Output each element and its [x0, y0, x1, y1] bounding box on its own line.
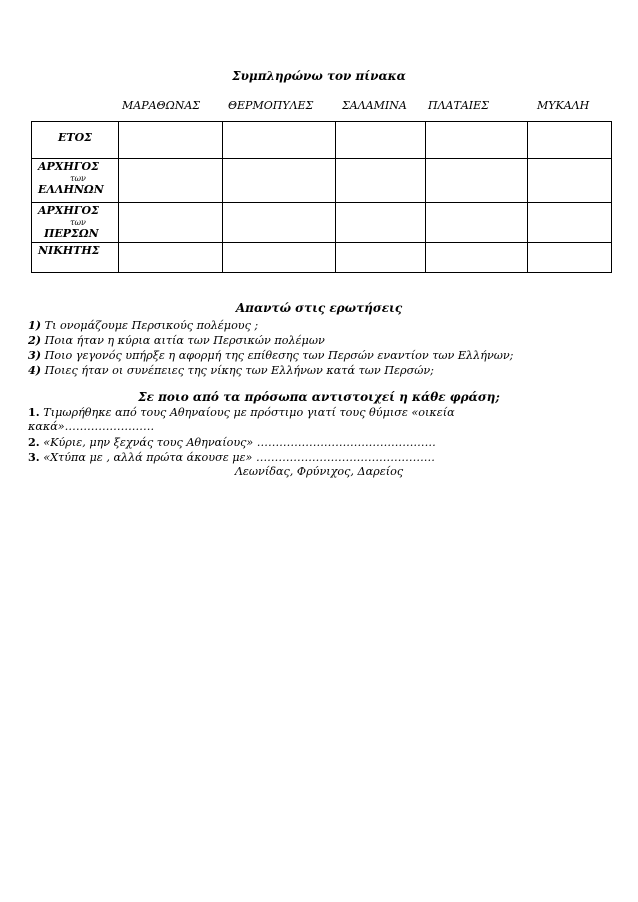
- question-2: [28, 333, 325, 348]
- table-cell[interactable]: [119, 122, 223, 159]
- table-row: [32, 159, 612, 203]
- table-cell[interactable]: [119, 243, 223, 273]
- matching-item-3: [28, 450, 435, 465]
- row-label-text: ΕΛΛΗΝΩΝ: [38, 183, 104, 196]
- table-cell[interactable]: [426, 203, 528, 243]
- matching-text: Τιμωρήθηκε από τους Αθηναίους με πρόστιμο γιατί τους θύμισε «οικεία: [39, 406, 455, 419]
- question-number: 3): [28, 348, 42, 362]
- table-cell[interactable]: [336, 159, 426, 203]
- matching-number: 2.: [28, 435, 40, 449]
- questions-title: Απαντώ στις ερωτήσεις: [235, 301, 403, 315]
- row-label-text: ΠΕΡΣΩΝ: [44, 227, 99, 240]
- table-cell[interactable]: [119, 159, 223, 203]
- table-column-headers: [0, 99, 638, 113]
- matching-item-1-continued: [28, 420, 154, 434]
- question-number: 2): [28, 333, 42, 347]
- matching-text: «Χτύπα με , αλλά πρώτα άκουσε με» …………………………………………: [39, 451, 435, 464]
- row-label-greek-leader: [32, 159, 119, 203]
- row-label-text: ΕΤΟΣ: [58, 131, 92, 144]
- table-title: Συμπληρώνω τον πίνακα: [232, 69, 406, 83]
- table-cell[interactable]: [528, 122, 612, 159]
- matching-number: 1.: [28, 405, 40, 419]
- names-list: Λεωνίδας, Φρύνιχος, Δαρείος: [234, 465, 404, 478]
- table-cell[interactable]: [426, 243, 528, 273]
- table-cell[interactable]: [223, 243, 336, 273]
- question-text: Ποια ήταν η κύρια αιτία των Περσικών πολέμων: [41, 334, 325, 347]
- matching-item-2: [28, 435, 436, 450]
- question-number: 4): [28, 363, 42, 377]
- matching-text: «Κύριε, μην ξεχνάς τους Αθηναίους» …………………………………………: [39, 436, 436, 449]
- table-cell[interactable]: [223, 203, 336, 243]
- row-label-persian-leader: [32, 203, 119, 243]
- row-label-year: [32, 122, 119, 159]
- column-header-marathon: ΜΑΡΑΘΩΝΑΣ: [122, 99, 201, 112]
- matching-title: Σε ποιο από τα πρόσωπα αντιστοιχεί η κάθε φράση;: [138, 390, 500, 404]
- column-header-salamis: ΣΑΛΑΜΙΝΑ: [342, 99, 407, 112]
- table-cell[interactable]: [528, 203, 612, 243]
- table-cell[interactable]: [336, 203, 426, 243]
- table-row: [32, 203, 612, 243]
- table-cell[interactable]: [528, 243, 612, 273]
- column-header-thermopylae: ΘΕΡΜΟΠΥΛΕΣ: [228, 99, 314, 112]
- row-label-text: ΑΡΧΗΓΟΣ: [38, 204, 99, 217]
- question-text: Ποιο γεγονός υπήρξε η αφορμή της επίθεσης των Περσών εναντίον των Ελλήνων;: [41, 349, 514, 362]
- row-label-small: των: [70, 218, 86, 227]
- question-3: [28, 348, 513, 363]
- question-text: Ποιες ήταν οι συνέπειες της νίκης των Ελλήνων κατά των Περσών;: [41, 364, 434, 377]
- row-label-text: ΝΙΚΗΤΗΣ: [38, 244, 100, 257]
- table-cell[interactable]: [426, 159, 528, 203]
- question-4: [28, 363, 434, 378]
- table-row: [32, 122, 612, 159]
- column-header-mycale: ΜΥΚΑΛΗ: [537, 99, 590, 112]
- row-label-small: των: [70, 174, 86, 183]
- question-text: Τι ονομάζουμε Περσικούς πολέμους ;: [41, 319, 259, 332]
- matching-text-continued: κακά»……………………: [28, 420, 155, 433]
- matching-number: 3.: [28, 450, 40, 464]
- table-cell[interactable]: [336, 243, 426, 273]
- table-row: [32, 243, 612, 273]
- table-cell[interactable]: [223, 122, 336, 159]
- table-cell[interactable]: [119, 203, 223, 243]
- matching-item-1: [28, 405, 455, 420]
- table-cell[interactable]: [223, 159, 336, 203]
- row-label-winner: [32, 243, 119, 273]
- question-1: [28, 318, 258, 333]
- table-cell[interactable]: [336, 122, 426, 159]
- table-cell[interactable]: [528, 159, 612, 203]
- table-cell[interactable]: [426, 122, 528, 159]
- question-number: 1): [28, 318, 42, 332]
- column-header-plataea: ΠΛΑΤΑΙΕΣ: [428, 99, 489, 112]
- battles-table: [31, 121, 612, 273]
- row-label-text: ΑΡΧΗΓΟΣ: [38, 160, 99, 173]
